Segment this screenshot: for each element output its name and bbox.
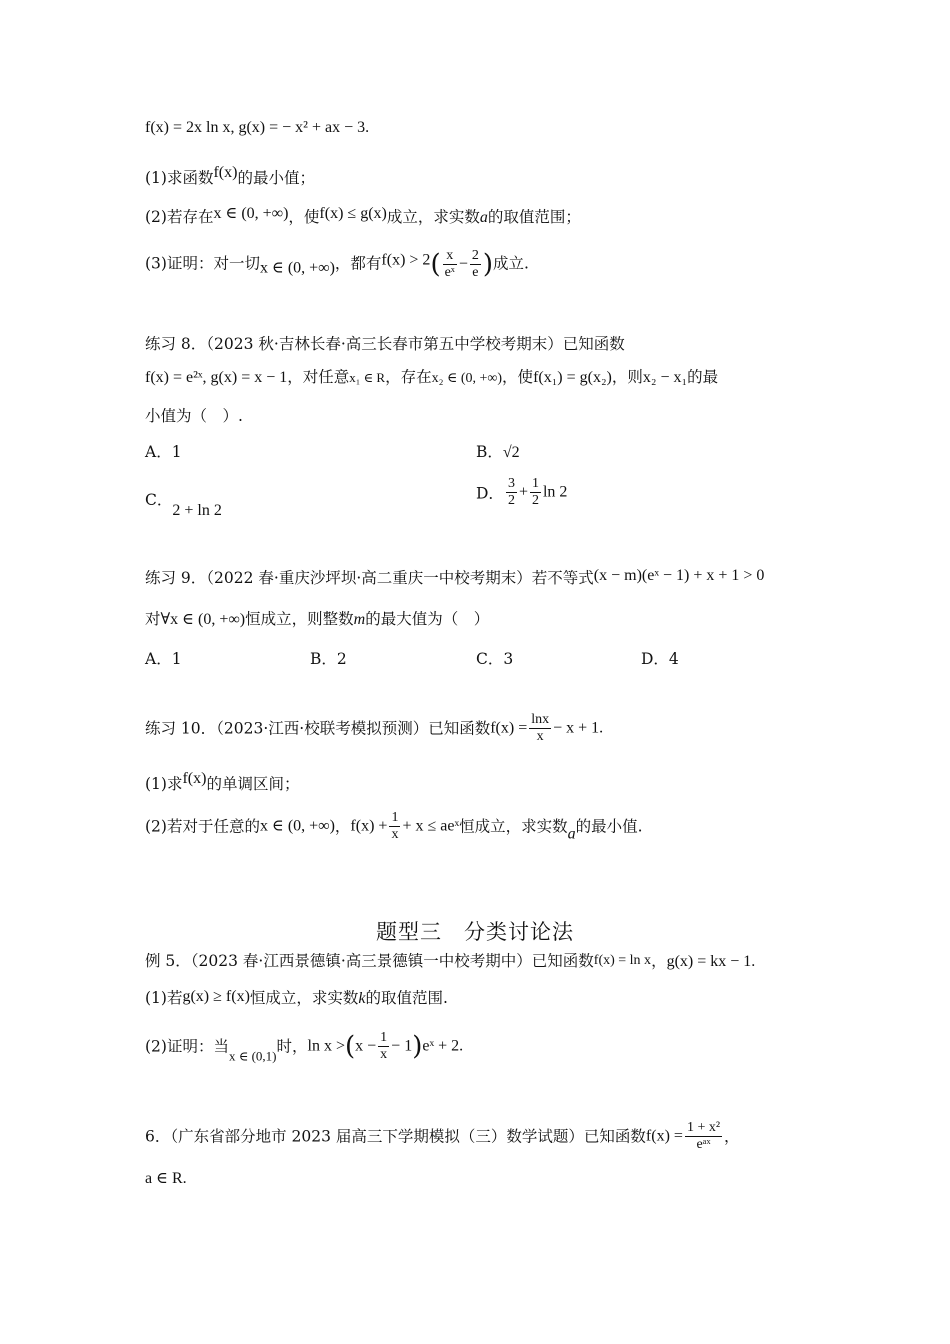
- exercise-8-line2: [145, 366, 718, 390]
- math-tail: − x + 1.: [553, 719, 604, 737]
- fraction: $\frac{2}{e}$: [471, 248, 479, 280]
- math-g: g(x) = kx − 1.: [666, 953, 756, 970]
- exercise-9-line2: [145, 608, 489, 631]
- math-set: x ∈ (0, +∞): [213, 205, 289, 222]
- option-a: A．1: [145, 443, 182, 461]
- option-d: D． $\frac{3}{2}$ + $\frac{1}{2}$ ln 2: [476, 476, 568, 508]
- math-var: a: [567, 825, 576, 843]
- text: 时，: [276, 1037, 308, 1056]
- math-lhs: f(x) +: [350, 817, 388, 835]
- text: ，则: [611, 368, 643, 386]
- option-b: B．2: [310, 650, 347, 668]
- text: ，: [651, 952, 667, 970]
- left-paren: (: [344, 1031, 356, 1062]
- math-lhs: ln x >: [307, 1037, 345, 1055]
- fraction: $\frac{\ln x}{x}$: [531, 712, 550, 744]
- text: 的单调区间；: [206, 775, 300, 793]
- example-5-q1: [145, 986, 448, 1010]
- math-set: x ∈ (0, +∞): [259, 259, 335, 277]
- option-a: A．1: [145, 650, 182, 668]
- math-f: f(x) = ln x: [593, 953, 652, 968]
- text: 的最: [687, 368, 719, 386]
- text: (1)求: [145, 775, 183, 793]
- math-fx: f(x): [213, 164, 238, 181]
- text: 恒成立，则整数: [245, 610, 354, 628]
- example-5-title: [145, 950, 755, 973]
- text: (2)证明：当: [145, 1037, 229, 1056]
- question-text: ，都有: [334, 254, 382, 273]
- text: 例 5．（2023 春·江西景德镇·高三景德镇一中校考期中）已知函数: [145, 952, 594, 970]
- math-tail: eˣ + 2.: [422, 1037, 464, 1055]
- math-rhs: + x ≤ aeˣ: [402, 817, 460, 835]
- question-text: 成立.: [493, 254, 529, 273]
- exercise-8-line3: 小值为（ ）.: [145, 407, 243, 425]
- math-eq: f(x₁) = g(x₂): [533, 369, 612, 386]
- question-text: 的最小值；: [237, 169, 315, 187]
- exercise-10-q1: [145, 768, 299, 795]
- question-text: (3)证明：对一切: [145, 254, 260, 273]
- math-lhs: f(x) > 2: [381, 251, 431, 269]
- math-inequality: f(x) ≤ g(x): [319, 205, 387, 222]
- question-text: (1)求函数: [145, 169, 214, 187]
- fraction: $\frac{x}{\text{eˣ}}$: [444, 248, 455, 280]
- math-inner: − 1: [391, 1037, 413, 1055]
- fraction: $\frac{3}{2}$: [507, 476, 515, 508]
- math-var: k: [358, 990, 366, 1007]
- text: ，使: [502, 368, 534, 386]
- math-var: m: [353, 611, 366, 628]
- example-5-q2: [145, 1030, 463, 1068]
- math-inequality: (x − m)(eˣ − 1) + x + 1 > 0: [593, 567, 765, 584]
- text: 练习 10．（2023·江西·校联考模拟预测）已知函数: [145, 719, 491, 738]
- problem-6-title: [145, 1120, 740, 1153]
- option-d: D．4: [641, 650, 679, 668]
- text: 对: [145, 610, 161, 628]
- exercise-8-title: 练习 8．（2023 秋·吉林长春·高三长春市第五中学校考期末）已知函数: [145, 335, 625, 353]
- problem-6-line2: a ∈ R.: [145, 1170, 187, 1187]
- fraction: $\frac{1}{x}$: [391, 810, 399, 842]
- option-b: B．√2: [476, 443, 520, 461]
- function-definition: f(x) = 2x ln x, g(x) = − x² + ax − 3.: [145, 119, 370, 136]
- math-var: a: [479, 209, 488, 226]
- text: 的最大值为（ ）: [365, 610, 490, 628]
- question-text: (2)若存在: [145, 208, 214, 226]
- fraction: $\frac{\text{1 + x²}}{\text{eᵃˣ}}$: [686, 1120, 721, 1152]
- option-c: C．2 + ln 2: [145, 491, 222, 519]
- math-set: ∀x ∈ (0, +∞): [160, 611, 246, 628]
- text: ，: [724, 1127, 740, 1146]
- question-text: 成立，求实数: [386, 208, 480, 226]
- section-heading: 题型三 分类讨论法: [376, 920, 574, 944]
- text: 6．（广东省部分地市 2023 届高三下学期模拟（三）数学试题）已知函数: [145, 1127, 646, 1146]
- exercise-10-title: [145, 712, 603, 745]
- question-text: ，使: [288, 208, 320, 226]
- text: 练习 9．（2022 春·重庆沙坪坝·高二重庆一中校考期末）若不等式: [145, 569, 594, 587]
- right-paren: ): [482, 249, 494, 280]
- math-lhs: f(x) =: [490, 719, 528, 737]
- question-3: [145, 248, 529, 281]
- fraction: $\frac{1}{x}$: [380, 1030, 388, 1062]
- question-text: 的取值范围；: [487, 208, 581, 226]
- math-x2: x₂ ∈ (0, +∞): [431, 371, 503, 386]
- text: 的最小值.: [575, 817, 643, 836]
- text: 的取值范围.: [365, 989, 448, 1007]
- text: 恒成立，求实数: [249, 989, 359, 1007]
- exercise-10-q2: [145, 810, 643, 846]
- text: ，对任意: [287, 368, 350, 386]
- math-def: f(x) = e²ˣ, g(x) = x − 1: [145, 369, 288, 386]
- math-x1: x₁ ∈ R: [349, 370, 386, 385]
- fraction: $\frac{1}{2}$: [531, 476, 539, 508]
- text: ，: [334, 817, 351, 836]
- math-lhs: f(x) =: [645, 1127, 683, 1145]
- math-inequality: g(x) ≥ f(x): [182, 988, 250, 1005]
- math-diff: x₂ − x₁: [642, 369, 688, 386]
- minus: −: [458, 255, 468, 273]
- text: (1)若: [145, 989, 183, 1007]
- text: ，存在: [385, 368, 432, 386]
- math-set: x ∈ (0, +∞): [259, 817, 335, 835]
- math-fx: f(x): [182, 770, 207, 787]
- math-set: x ∈ (0,1): [228, 1048, 277, 1064]
- question-1: [145, 162, 315, 189]
- exercise-9-title: [145, 565, 764, 589]
- option-c: C．3: [476, 650, 514, 668]
- question-2: [145, 203, 581, 229]
- text: (2)若对于任意的: [145, 817, 260, 836]
- left-paren: (: [430, 249, 441, 280]
- right-paren: ): [412, 1031, 423, 1062]
- math-inner: x −: [355, 1037, 377, 1055]
- text: 恒成立，求实数: [459, 817, 568, 836]
